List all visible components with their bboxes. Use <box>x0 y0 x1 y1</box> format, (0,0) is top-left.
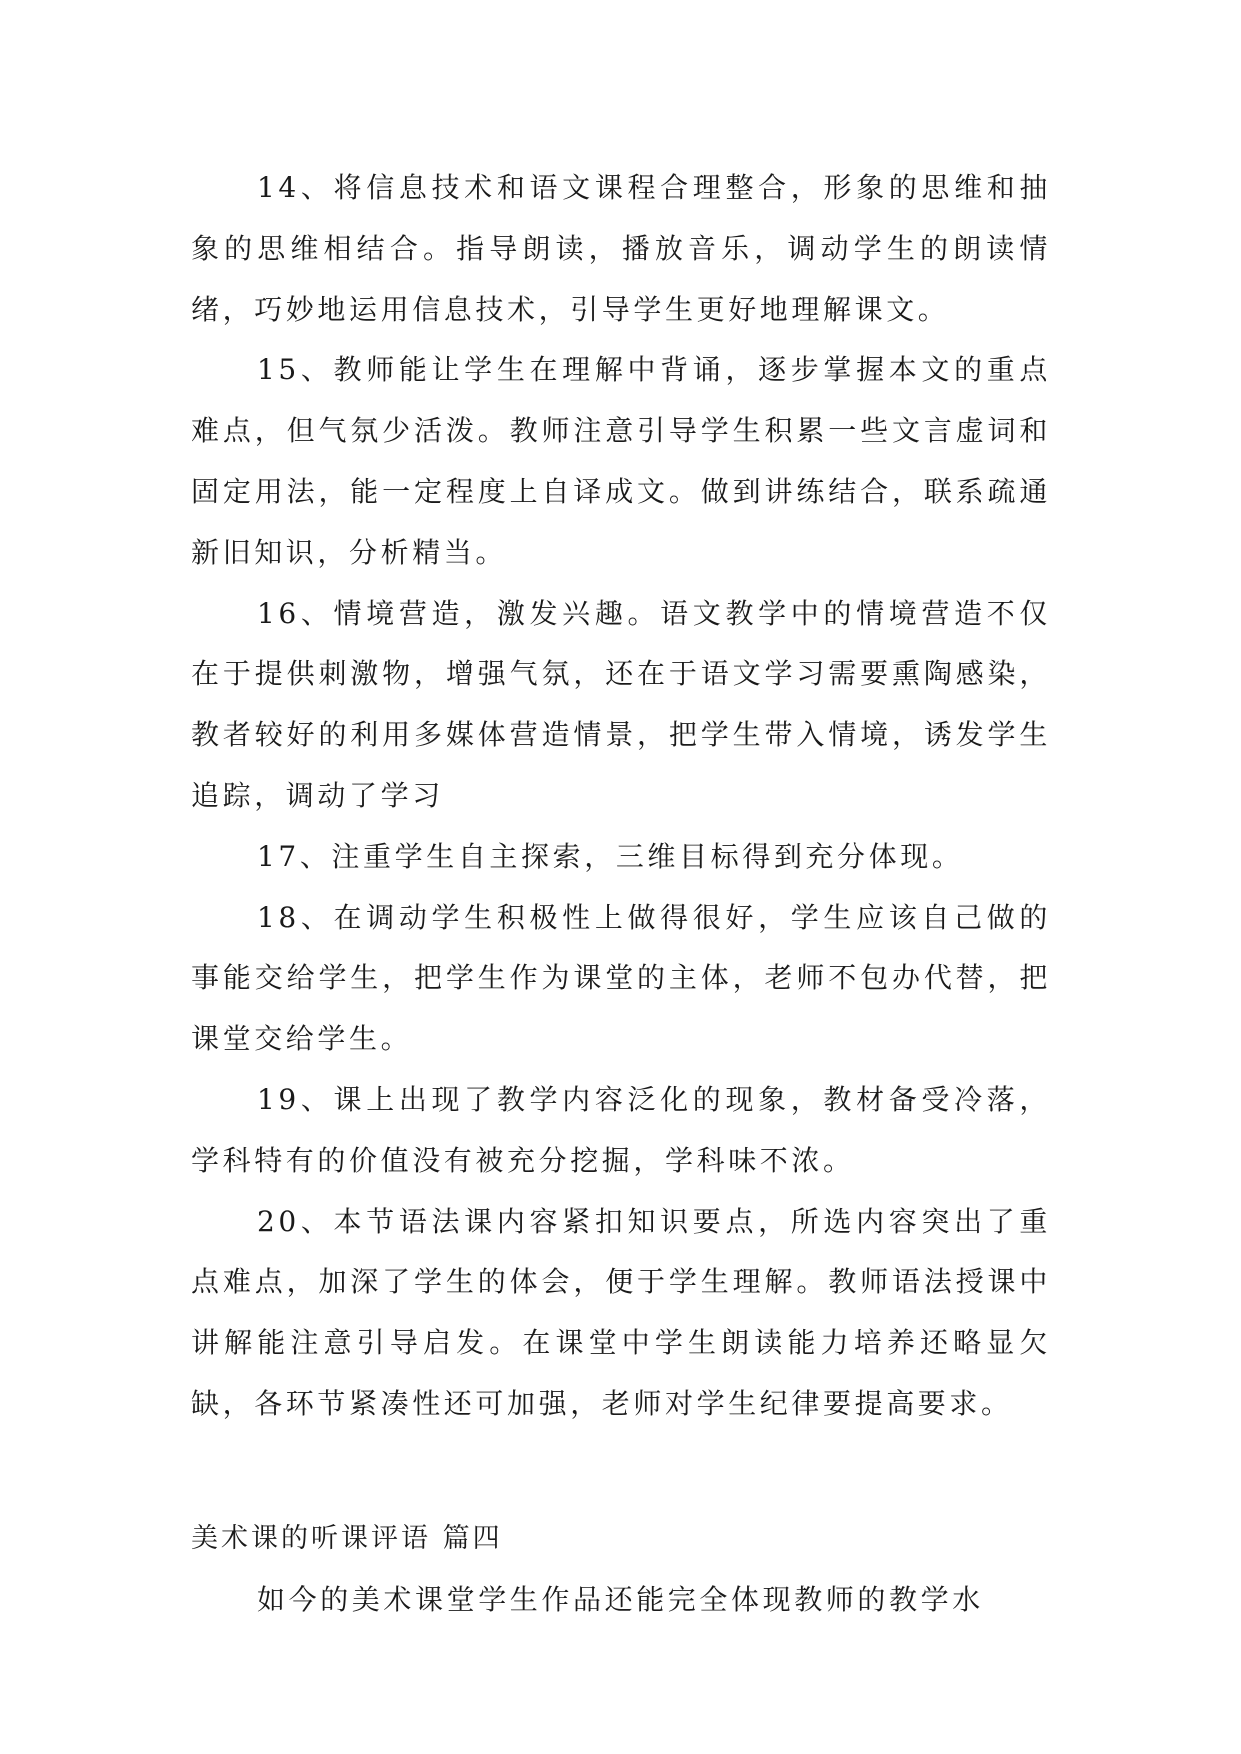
paragraph-18: 18、在调动学生积极性上做得很好，学生应该自己做的事能交给学生，把学生作为课堂的主体，老师不包办代替，把课堂交给学生。 <box>191 900 1051 1056</box>
paragraph-19: 19、课上出现了教学内容泛化的现象，教材备受冷落，学科特有的价值没有被充分挖掘，学科味不浓。 <box>191 1082 1051 1177</box>
paragraph-16: 16、情境营造，激发兴趣。语文教学中的情境营造不仅在于提供刺激物，增强气氛，还在于语文学习需要熏陶感染，教者较好的利用多媒体营造情景，把学生带入情境，诱发学生追踪，调动了学习 <box>191 596 1051 812</box>
section-paragraph: 如今的美术课堂学生作品还能完全体现教师的教学水 <box>257 1582 984 1616</box>
document-body <box>191 158 1051 1630</box>
paragraph-20: 20、本节语法课内容紧扣知识要点，所选内容突出了重点难点，加深了学生的体会，便于学生理解。教师语法授课中讲解能注意引导启发。在课堂中学生朗读能力培养还略显欠缺，各环节紧凑性还可加强，老师对学生纪律要提高要求。 <box>191 1204 1051 1420</box>
paragraph-17: 17、注重学生自主探索，三维目标得到充分体现。 <box>257 839 964 873</box>
paragraph-15: 15、教师能让学生在理解中背诵，逐步掌握本文的重点难点，但气氛少活泼。教师注意引导学生积累一些文言虚词和固定用法，能一定程度上自译成文。做到讲练结合，联系疏通新旧知识，分析精当。 <box>191 353 1051 569</box>
section-heading: 美术课的听课评语 篇四 <box>191 1522 503 1554</box>
paragraph-14: 14、将信息技术和语文课程合理整合，形象的思维和抽象的思维相结合。指导朗读，播放音乐，调动学生的朗读情绪，巧妙地运用信息技术，引导学生更好地理解课文。 <box>191 171 1051 326</box>
